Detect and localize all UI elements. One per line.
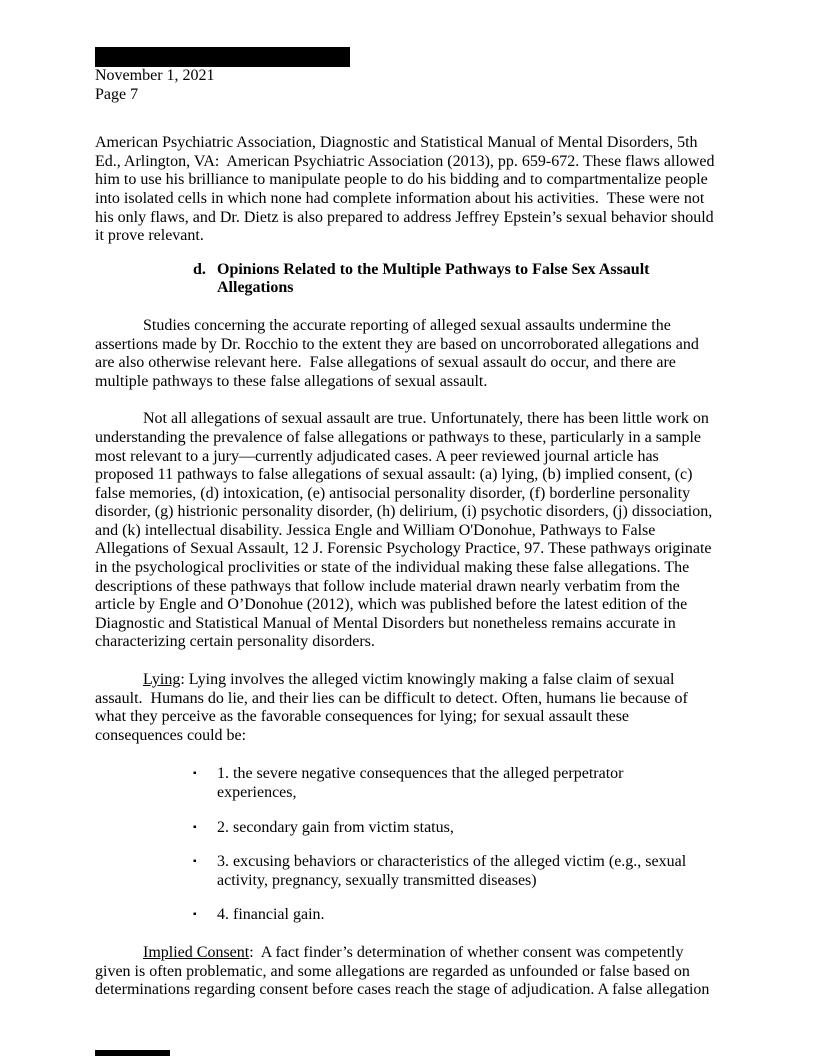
- section-heading-number: d.: [193, 260, 206, 278]
- bullet-item: [193, 906, 687, 925]
- paragraph-pathways: Not all allegations of sexual assault are true. Unfortunately, there has been little work on understanding the prevalence of false allegations or pathways to these, particularly in a sample most relevant to a jury—currently adjudicated cases. A peer reviewed journal article has proposed 11 pathways to false allegations of sexual assault: (a) lying, (b) implied consent, (c) false memories, (d) intoxication, (e) antisocial personality disorder, (f) borderline personality disorder, (g) histrionic personality disorder, (h) delirium, (i) psychotic disorders, (j) dissociation, and (k) intellectual disability. Jessica Engle and William O'Donohue, Pathways to False Allegations of Sexual Assault, 12 J. Forensic Psychology Practice, 97. These pathways originate in the psychological proclivities or state of the individual making these false allegations. The descriptions of these pathways that follow include material drawn nearly verbatim from the article by Engle and O’Donohue (2012), which was published before the latest edition of the Diagnostic and Statistical Manual of Mental Disorders but nonetheless remains accurate in characterizing certain personality disorders.: [95, 410, 717, 651]
- term-lying: Lying: [143, 671, 181, 689]
- bullet-item: [193, 853, 691, 890]
- bullet-item-text: 2. secondary gain from victim status,: [217, 818, 454, 836]
- square-bullet-icon: ▪: [193, 909, 197, 921]
- redaction-bar-bottom: [95, 1050, 170, 1056]
- square-bullet-icon: ▪: [193, 821, 197, 833]
- paragraph-implied-consent-rest: : A fact finder’s determination of whether consent was competently given is often problematic, and some allegations are regarded as unfounded or false based on determinations regarding consent before cases reach the stage of adjudication. A false allegation: [95, 943, 710, 999]
- redaction-bar-top: [95, 47, 350, 67]
- date-line: November 1, 2021: [95, 67, 215, 84]
- paragraph-lying-rest: : Lying involves the alleged victim knowingly making a false claim of sexual assault. Humans do lie, and their lies can be difficult to detect. Often, humans lie because of what they perceive as the favorable consequences for lying; for sexual assault these consequences could be:: [95, 671, 692, 744]
- bullet-list: [95, 765, 720, 925]
- square-bullet-icon: ▪: [193, 768, 197, 780]
- bullet-item-text: 3. excusing behaviors or characteristics of the alleged victim (e.g., sexual activity, pregnancy, sexually transmitted diseases): [217, 853, 691, 889]
- bullet-item: [193, 765, 687, 802]
- page-number: Page 7: [95, 85, 139, 103]
- paragraph-intro: American Psychiatric Association, Diagnostic and Statistical Manual of Mental Disorders, 5th Ed., Arlington, VA: American Psychiatric Association (2013), pp. 659-672. These flaws allowed him to use his brilliance to manipulate people to do his bidding and to compartmentalize people into isolated cells in which none had complete information about his activities. These were not his only flaws, and Dr. Dietz is also prepared to address Jeffrey Epstein’s sexual behavior should it prove relevant.: [95, 134, 719, 245]
- bullet-item-text: 4. financial gain.: [217, 906, 325, 924]
- paragraph-lying: [95, 671, 720, 745]
- term-implied-consent: Implied Consent: [143, 943, 250, 961]
- paragraph-implied-consent: [95, 944, 720, 1000]
- square-bullet-icon: ▪: [193, 856, 197, 868]
- section-heading-text: Opinions Related to the Multiple Pathways to False Sex Assault Allegations: [217, 260, 650, 297]
- bullet-item-text: 1. the severe negative consequences that the alleged perpetrator experiences,: [217, 765, 628, 801]
- bullet-item: [193, 819, 687, 838]
- paragraph-studies: Studies concerning the accurate reporting of alleged sexual assaults undermine the assertions made by Dr. Rocchio to the extent they are based on uncorroborated allegations and are also otherwise relevant here. False allegations of sexual assault do occur, and there are multiple pathways to these false allegations of sexual assault.: [95, 316, 703, 390]
- section-heading: [193, 261, 720, 298]
